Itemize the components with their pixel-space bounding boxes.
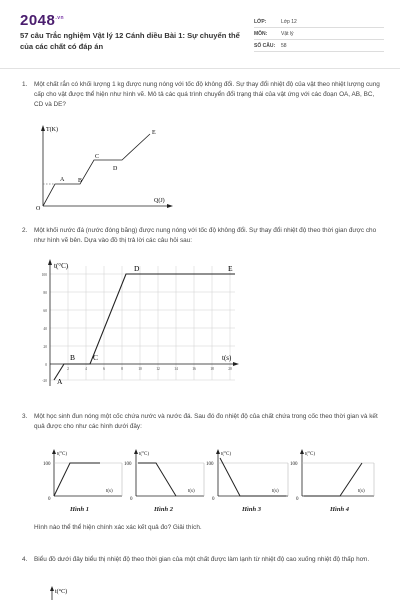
x-tick: 10 xyxy=(138,367,142,371)
caption-figure-3: Hình 3 xyxy=(242,506,261,513)
x-tick: 16 xyxy=(192,367,196,371)
x-tick: 14 xyxy=(174,367,178,371)
question-4 xyxy=(22,555,382,565)
heating-curve xyxy=(43,134,150,206)
panel-3-y-label: t(°C) xyxy=(221,452,232,457)
panel-1-y-label: t(°C) xyxy=(57,452,68,457)
y-tick: 60 xyxy=(43,309,47,313)
caption-figure-4: Hình 4 xyxy=(330,506,349,513)
question-2 xyxy=(22,226,382,246)
header-divider xyxy=(0,68,400,69)
x-tick: 8 xyxy=(121,367,123,371)
x-axis-label: Q(J) xyxy=(154,198,165,204)
panel-1-y100: 100 xyxy=(43,462,51,467)
point-label-c: C xyxy=(93,353,99,362)
logo-text: 2048 xyxy=(20,12,56,29)
x-tick: 2 xyxy=(67,367,69,371)
y-tick: 0 xyxy=(45,363,47,367)
point-label-a: A xyxy=(60,177,65,183)
question-number: 2. xyxy=(22,227,28,234)
grid xyxy=(50,266,235,380)
question-number: 3. xyxy=(22,413,28,420)
y-tick: 40 xyxy=(43,327,47,331)
question-number: 1. xyxy=(22,81,28,88)
y-axis-label: t(°C) xyxy=(54,262,69,270)
panel-2-y0: 0 xyxy=(130,497,133,502)
panel-3-y0: 0 xyxy=(212,497,215,502)
y-tick: 80 xyxy=(43,291,47,295)
panel-2-y-arrow-icon xyxy=(134,449,138,454)
question-text: Một học sinh đun nóng một cốc chứa nước và nước đá. Sau đó đo nhiệt độ của chất chứa trong cốc theo thời gian và kết quả được cho như các hình dưới đây: xyxy=(34,413,378,431)
panel-1-y-arrow-icon xyxy=(52,449,56,454)
meta-value: 58 xyxy=(281,42,287,49)
meta-value: Lớp 12 xyxy=(281,18,297,25)
panel-4-curve xyxy=(304,463,362,496)
graph-3-four-panels xyxy=(40,446,380,516)
panel-3-x-label: t(s) xyxy=(272,489,279,494)
x-tick: 20 xyxy=(228,367,232,371)
point-label-a: A xyxy=(57,377,63,386)
page-header xyxy=(0,0,400,62)
meta-subject-row xyxy=(254,28,384,40)
document-meta xyxy=(254,16,384,52)
x-tick: 12 xyxy=(156,367,160,371)
question-3-prompt: Hình nào thể thể hiện chính xác xác kết quả đo? Giải thích. xyxy=(34,524,202,531)
point-label-d: D xyxy=(134,264,140,273)
panel-4-y-arrow-icon xyxy=(300,449,304,454)
point-label-b: B xyxy=(70,353,76,362)
x-tick: 4 xyxy=(85,367,87,371)
panel-2-x-label: t(s) xyxy=(188,489,195,494)
meta-key: MÔN: xyxy=(254,30,268,37)
panel-2-curve xyxy=(138,463,176,496)
y-axis-label: T(K) xyxy=(46,127,58,133)
x-arrow-icon xyxy=(167,204,173,208)
meta-key: SỐ CÂU: xyxy=(254,42,276,49)
meta-value: Vật lý xyxy=(281,30,294,37)
question-3 xyxy=(22,412,382,432)
y-arrow-icon xyxy=(41,125,45,131)
panel-1-curve xyxy=(54,463,100,496)
question-1 xyxy=(22,80,382,111)
origin-label: O xyxy=(36,206,41,212)
graph-1-temperature-heat xyxy=(34,122,174,214)
y-tick: 100 xyxy=(41,273,47,277)
panel-3-y-arrow-icon xyxy=(216,449,220,454)
point-label-d: D xyxy=(113,166,118,172)
x-tick: 18 xyxy=(210,367,214,371)
y-tick-labels xyxy=(42,273,48,383)
x-arrow-icon xyxy=(233,362,239,366)
question-text: Biểu đồ dưới đây biểu thị nhiệt độ theo thời gian của một chất được làm lạnh từ nhiệt độ cao xuống nhiệt độ thấp hơn. xyxy=(34,556,370,563)
point-label-e: E xyxy=(152,130,156,136)
x-axis-label: t(s) xyxy=(222,354,232,362)
point-label-b: B xyxy=(78,178,83,184)
x-tick: 6 xyxy=(103,367,105,371)
panel-4-y-label: t(°C) xyxy=(305,452,316,457)
panel-2-y100: 100 xyxy=(124,462,132,467)
point-label-e: E xyxy=(228,264,233,273)
question-text: Một khối nước đá (nước đóng băng) được nung nóng với tốc độ không đổi. Sự thay đổi nhiệt độ theo thời gian được cho như hình vẽ bên. Dựa vào đồ thị trả lời các câu hỏi sau: xyxy=(34,227,377,245)
panel-4-y0: 0 xyxy=(296,497,299,502)
site-logo[interactable] xyxy=(20,12,64,29)
caption-figure-1: Hình 1 xyxy=(70,506,89,513)
y-arrow-icon xyxy=(48,259,52,265)
caption-figure-2: Hình 2 xyxy=(154,506,173,513)
logo-suffix: .vn xyxy=(55,15,65,21)
panel-4-y100: 100 xyxy=(290,462,298,467)
panel-1-x-label: t(s) xyxy=(106,489,113,494)
question-number: 4. xyxy=(22,556,28,563)
y-tick: 20 xyxy=(43,345,47,349)
document-title: 57 câu Trắc nghiệm Vật lý 12 Cánh diều Bài 1: Sự chuyển thể của các chất có đáp án xyxy=(20,31,240,51)
y-axis-label: t(°C) xyxy=(55,589,68,595)
meta-count-row xyxy=(254,40,384,52)
meta-key: LỚP: xyxy=(254,18,267,25)
graph-2-ice-heating xyxy=(30,256,242,390)
y-arrow-icon xyxy=(50,586,54,591)
graph-4-cooling-partial xyxy=(44,584,124,600)
panel-4-x-label: t(s) xyxy=(358,489,365,494)
y-tick: -20 xyxy=(42,379,47,383)
panel-2-y-label: t(°C) xyxy=(139,452,150,457)
meta-class-row xyxy=(254,16,384,28)
question-text: Một chất rắn có khối lượng 1 kg được nung nóng với tốc độ không đổi. Sự thay đổi nhiệt độ của vật theo nhiệt lượng cung cấp cho vật được thể hiện như hình vẽ. Mô tả các quá trình chuyển đổi trạng thái của vật ứng với các đoạn OA, AB, BC, CD và DE? xyxy=(34,81,380,109)
panel-1-y0: 0 xyxy=(48,497,51,502)
point-label-c: C xyxy=(95,154,100,160)
x-tick-labels xyxy=(67,367,232,371)
panel-3-y100: 100 xyxy=(206,462,214,467)
